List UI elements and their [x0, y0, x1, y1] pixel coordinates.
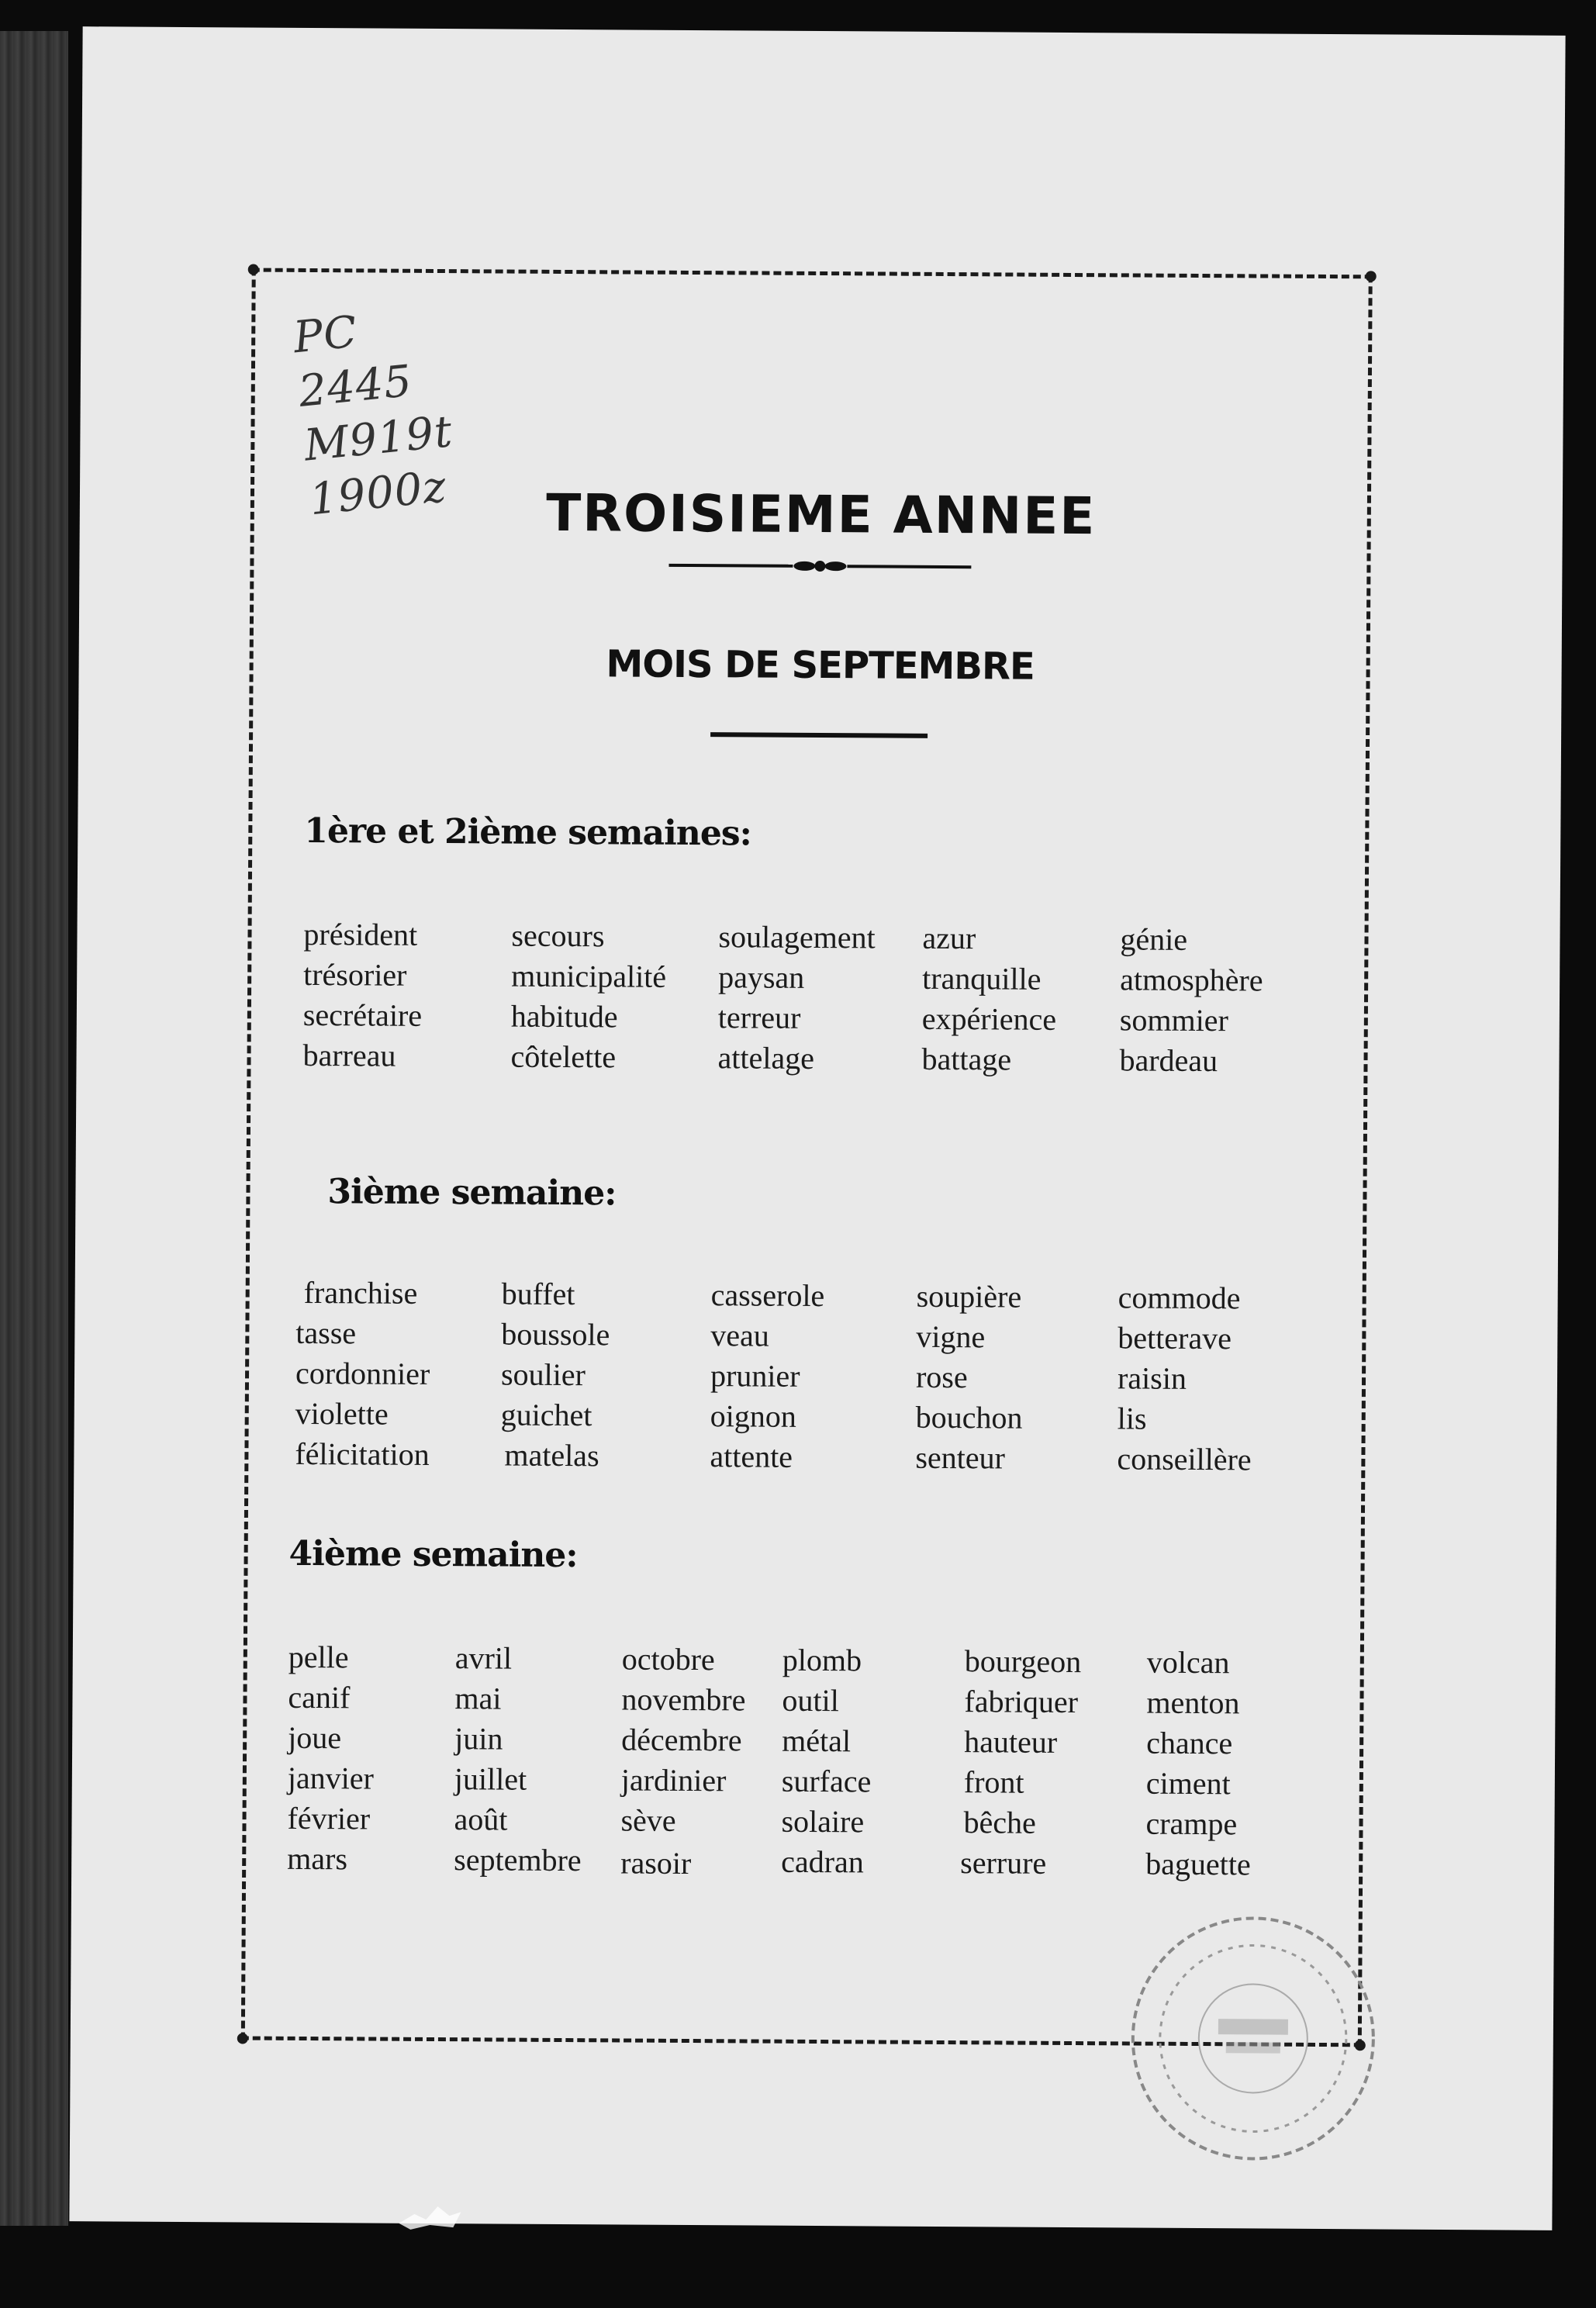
list-item: casserole [710, 1277, 825, 1314]
list-item: avril [454, 1640, 513, 1676]
list-item: paysan [718, 959, 805, 995]
list-item: baguette [1145, 1846, 1251, 1882]
list-item: attelage [717, 1040, 815, 1076]
frame-corner-dot [248, 264, 259, 275]
list-item: félicitation [295, 1436, 430, 1472]
ink-smudge-icon [395, 2200, 465, 2232]
list-item: génie [1120, 921, 1188, 957]
list-item: mai [454, 1681, 502, 1716]
list-item: azur [922, 920, 976, 956]
list-item: bardeau [1119, 1042, 1218, 1079]
list-item: février [287, 1800, 371, 1836]
list-item: métal [782, 1722, 852, 1759]
list-item: ciment [1145, 1765, 1231, 1802]
list-item: pelle [288, 1639, 349, 1675]
list-item: raisin [1117, 1360, 1187, 1396]
list-item: battage [921, 1041, 1012, 1077]
list-item: attente [710, 1439, 793, 1474]
list-item: surface [781, 1763, 872, 1799]
list-item: plomb [782, 1642, 862, 1678]
list-item: guichet [500, 1397, 592, 1433]
list-item: boussole [501, 1316, 610, 1353]
page-subtitle: MOIS DE SEPTEMBRE [606, 642, 1035, 689]
list-item: matelas [504, 1437, 599, 1474]
list-item: joue [288, 1719, 342, 1756]
list-item: trésorier [303, 956, 407, 993]
list-item: bêche [963, 1805, 1036, 1840]
list-item: cordonnier [295, 1355, 430, 1391]
list-item: juillet [454, 1761, 527, 1797]
list-item: sommier [1119, 1002, 1228, 1038]
list-item: rasoir [620, 1845, 692, 1881]
library-stamp-icon [1124, 1909, 1382, 2167]
list-item: volcan [1146, 1644, 1230, 1681]
list-item: septembre [454, 1842, 582, 1878]
list-item: menton [1146, 1684, 1240, 1721]
list-item: secours [511, 917, 605, 954]
list-item: tasse [295, 1315, 357, 1351]
frame-corner-dot [237, 2033, 248, 2044]
list-item: betterave [1118, 1320, 1232, 1356]
list-item: soupière [916, 1278, 1022, 1315]
list-item: côtelette [510, 1038, 617, 1075]
shelfmark-line: PC [291, 306, 361, 364]
list-item: chance [1146, 1725, 1233, 1761]
list-item: hauteur [964, 1724, 1058, 1760]
shelfmark-line: M919t [302, 406, 455, 472]
list-item: bouchon [915, 1399, 1023, 1436]
section-heading: 4ième semaine: [288, 1533, 578, 1576]
document-page [69, 26, 1565, 2230]
list-item: veau [710, 1318, 770, 1353]
list-item: violette [295, 1395, 389, 1432]
shelfmark-line: 2445 [296, 355, 415, 417]
list-item: oignon [710, 1398, 796, 1434]
list-item: décembre [621, 1722, 742, 1758]
list-item: bourgeon [964, 1643, 1082, 1680]
list-item: soulagement [718, 919, 876, 955]
list-item: président [303, 916, 418, 952]
list-item: canif [288, 1679, 351, 1715]
list-item: serrure [960, 1845, 1047, 1881]
section-heading: 3ième semaine: [327, 1172, 617, 1214]
list-item: outil [782, 1682, 839, 1719]
list-item: novembre [621, 1681, 746, 1718]
shelfmark-line: 1900z [307, 461, 449, 526]
list-item: juin [454, 1721, 503, 1757]
list-item: mars [287, 1840, 348, 1877]
list-item: cadran [781, 1843, 864, 1880]
list-item: expérience [921, 1000, 1057, 1037]
list-item: buffet [501, 1276, 575, 1312]
list-item: habitude [510, 998, 618, 1035]
list-item: crampe [1145, 1805, 1238, 1842]
list-item: janvier [287, 1760, 375, 1796]
list-item: août [454, 1802, 508, 1837]
list-item: vigne [916, 1318, 986, 1355]
list-item: tranquille [922, 960, 1042, 997]
list-item: sève [620, 1802, 676, 1838]
list-item: solaire [781, 1803, 865, 1840]
list-item: terreur [717, 1000, 801, 1035]
list-item: commode [1118, 1280, 1241, 1316]
section-heading: 1ère et 2ième semaines: [304, 810, 751, 854]
list-item: soulier [500, 1356, 586, 1393]
list-item: jardinier [620, 1762, 727, 1798]
list-item: front [963, 1764, 1024, 1800]
list-item: fabriquer [964, 1684, 1079, 1720]
page-title: TROISIEME ANNEE [546, 482, 1097, 547]
list-item: franchise [303, 1274, 418, 1311]
frame-corner-dot [1366, 271, 1377, 282]
list-item: barreau [302, 1037, 396, 1073]
list-item: rose [915, 1359, 968, 1395]
list-item: conseillère [1117, 1441, 1252, 1477]
list-item: octobre [621, 1641, 715, 1677]
list-item: senteur [915, 1439, 1006, 1476]
book-binding-edge [0, 31, 68, 2226]
list-item: municipalité [511, 958, 667, 994]
list-item: lis [1117, 1401, 1147, 1436]
list-item: secrétaire [302, 997, 423, 1033]
title-ornament-icon [668, 558, 971, 575]
list-item: prunier [710, 1358, 800, 1394]
list-item: atmosphère [1120, 962, 1263, 998]
